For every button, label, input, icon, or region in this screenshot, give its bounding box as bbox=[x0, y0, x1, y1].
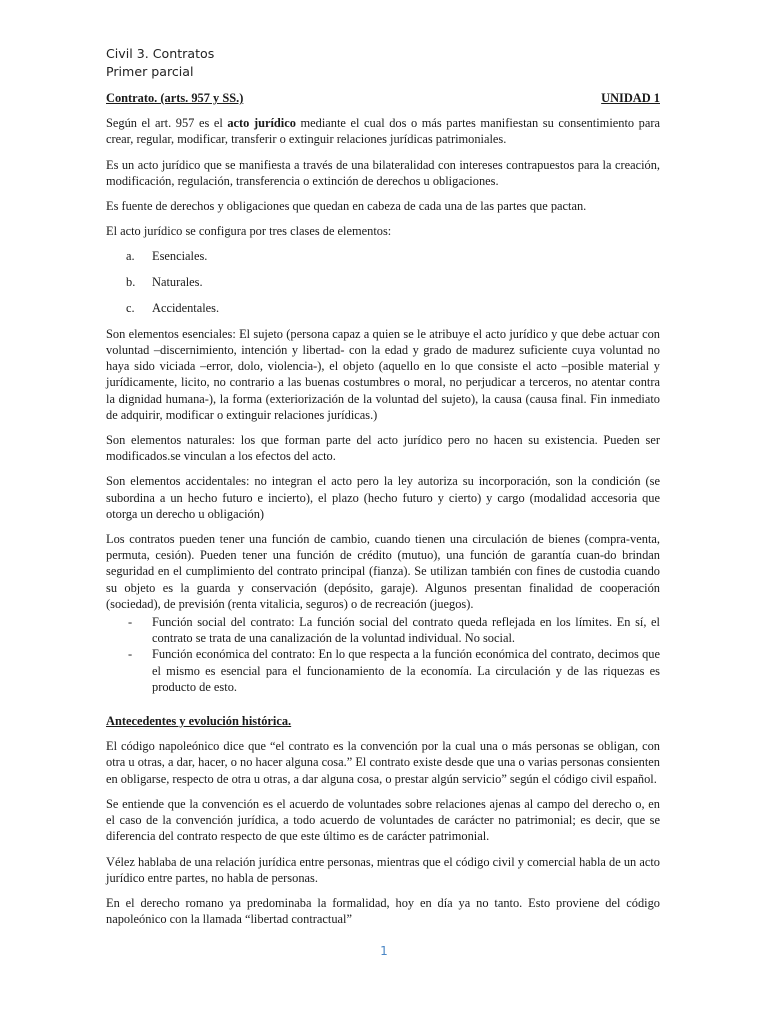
list-item bbox=[106, 300, 660, 316]
paragraph-velez: Vélez hablaba de una relación jurídica entre personas, mientras que el código civil y comercial habla de un acto jurídico entre partes, no habla de personas. bbox=[106, 854, 660, 885]
page-number: 1 bbox=[380, 944, 388, 958]
elements-list bbox=[106, 248, 660, 316]
list-item bbox=[106, 614, 660, 646]
list-marker: c. bbox=[126, 301, 135, 316]
functions-list bbox=[106, 614, 660, 695]
list-item bbox=[106, 646, 660, 695]
document-body bbox=[106, 90, 660, 936]
definition-bold-term: acto jurídico bbox=[227, 116, 296, 131]
paragraph-napoleonic-code: El código napoleónico dice que “el contrato es la convención por la cual una o más personas se obligan, con otra u otras, a dar, hacer, o no hacer alguna cosa.” El contrato existe desde que una o varias personas consienten en obligarse, respecto de otra u otras, a dar alguna cosa, o prestar algún servicio” según el código civil español. bbox=[106, 739, 660, 786]
unit-label: UNIDAD 1 bbox=[601, 91, 660, 105]
paragraph-elements-intro: El acto jurídico se configura por tres clases de elementos: bbox=[106, 224, 392, 239]
paragraph-accidental-elements: Son elementos accidentales: no integran el acto pero la ley autoriza su incorporación, son la condición (se subordina a un hecho futuro e incierto), el plazo (hecho futuro y cierto) y cargo (modalidad accesoria que otorga un derecho u obligación) bbox=[106, 474, 660, 521]
list-marker: b. bbox=[126, 275, 136, 290]
paragraph-bilateral: Es un acto jurídico que se manifiesta a través de una bilateralidad con intereses contrapuestos para la creación, modificación, regulación, transferencia o extinción de derechos u obligaciones. bbox=[106, 157, 660, 188]
unit-title-row bbox=[106, 90, 660, 106]
list-item-text: Accidentales. bbox=[152, 301, 220, 316]
paragraph-source: Es fuente de derechos y obligaciones que quedan en cabeza de cada una de las partes que pactan. bbox=[106, 199, 587, 214]
list-item-text: Función social del contrato: La función social del contrato queda reflejada en los límites. En sí, el contrato se trata de una canalización de la voluntad individual. No social. bbox=[152, 615, 660, 646]
contract-title: Contrato. (arts. 957 y SS.) bbox=[106, 91, 244, 105]
header-course-title: Civil 3. Contratos bbox=[106, 46, 215, 61]
list-item-text: Naturales. bbox=[152, 275, 203, 290]
page-header bbox=[106, 45, 214, 81]
definition-text-end: mediante el cual dos o más partes manifiestan su consentimiento para crear, regular, modificar, transferir o extinguir relaciones jurídicas patrimoniales. bbox=[106, 116, 660, 147]
list-item bbox=[106, 274, 660, 290]
paragraph-definition bbox=[106, 115, 660, 147]
definition-text-start: Según el art. 957 es el bbox=[106, 116, 228, 131]
paragraph-natural-elements: Son elementos naturales: los que forman parte del acto jurídico pero no hacen su existencia. Pueden ser modificados.se vinculan a los efectos del acto. bbox=[106, 433, 660, 464]
list-marker: - bbox=[128, 647, 133, 662]
paragraph-contract-functions: Los contratos pueden tener una función de cambio, cuando tienen una circulación de bienes (compra-venta, permuta, cesión). Pueden tener una función de crédito (mutuo), una función de garantía cuan-do brindan seguridad en el cumplimiento del contrato principal (fianza). Se utilizan también con fines de custodia cuando su objeto es la guarda y conservación (depósito, garaje). Algunos presentan finalidad de cooperación (sociedad), de previsión (renta vitalicia, seguros) o de recreación (juegos). bbox=[106, 532, 660, 611]
list-item bbox=[106, 248, 660, 264]
list-item-text: Función económica del contrato: En lo que respecta a la función económica del contrato, decimos que el mismo es esencial para el funcionamiento de la economía. La circulación y de las riquezas es producto de esto. bbox=[152, 647, 660, 694]
paragraph-essential-elements: Son elementos esenciales: El sujeto (persona capaz a quien se le atribuye el acto jurídico y que debe actuar con voluntad –discernimiento, intención y libertad- con la edad y grado de madurez suficiente cuya voluntad no haya sido viciada –error, dolo, violencia-), el objeto (aquello en lo que consiste el acto –posible material y jurídicamente, licito, no contrario a las buenas costumbres o moral, no perjudicar a terceros, no atentar contra la dignidad humana-), la forma (exteriorización de la voluntad del sujeto), la causa (causa final. Fin inmediato de adquirir, modificar o extinguir relaciones jurídicas.) bbox=[106, 326, 660, 422]
paragraph-roman-law: En el derecho romano ya predominaba la formalidad, hoy en día ya no tanto. Esto proviene del código napoleónico con la llamada “libertad contractual” bbox=[106, 895, 660, 927]
header-exam-title: Primer parcial bbox=[106, 64, 194, 79]
list-marker: - bbox=[128, 615, 133, 630]
paragraph-convention: Se entiende que la convención es el acuerdo de voluntades sobre relaciones ajenas al campo del derecho o, en el caso de la convención jurídica, a todo acuerdo de voluntades de carácter no patrimonial; es decir, que se diferencia del contrato respecto de que este último es de carácter patrimonial. bbox=[106, 796, 660, 844]
section-heading-history: Antecedentes y evolución histórica. bbox=[106, 714, 292, 729]
list-marker: a. bbox=[126, 249, 135, 264]
list-item-text: Esenciales. bbox=[152, 249, 208, 264]
